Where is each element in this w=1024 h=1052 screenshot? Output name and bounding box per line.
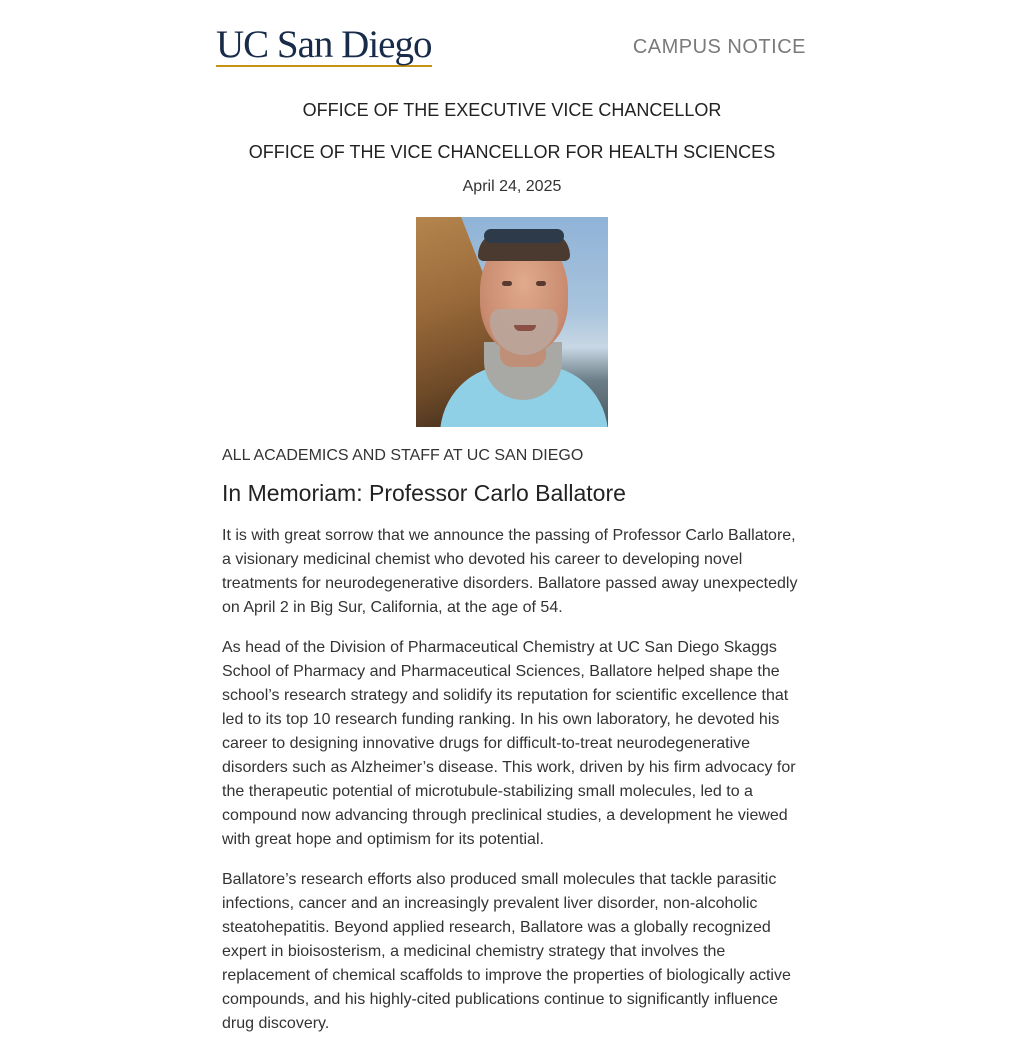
header bbox=[216, 23, 806, 68]
paragraph-3: Ballatore’s research efforts also produced small molecules that tackle parasitic infections, cancer and an increasingly prevalent liver disorder, non-alcoholic steatohepatitis. Beyond applied research, Ballatore was a globally recognized expert in bioisosterism, a medicinal chemistry strategy that involves the replacement of chemical scaffolds to improve the properties of biologically active compounds, and his highly-cited publications continue to significantly influence drug discovery. bbox=[222, 871, 791, 1032]
notice-date: April 24, 2025 bbox=[462, 178, 562, 195]
left-eye bbox=[502, 281, 512, 286]
portrait-photo bbox=[416, 217, 608, 427]
mouth bbox=[514, 325, 536, 331]
sunglasses-icon bbox=[484, 229, 564, 243]
audience-line: ALL ACADEMICS AND STAFF AT UC SAN DIEGO bbox=[222, 447, 584, 464]
campus-notice-label: CAMPUS NOTICE bbox=[632, 36, 806, 58]
right-eye bbox=[536, 281, 546, 286]
office-vice-chancellor-health-sciences: OFFICE OF THE VICE CHANCELLOR FOR HEALTH SCIENCES bbox=[248, 142, 776, 162]
notice-body bbox=[222, 524, 802, 1052]
paragraph-1: It is with great sorrow that we announce the passing of Professor Carlo Ballatore, a visionary medicinal chemist who devoted his career to developing novel treatments for neurodegenerative disorders. Ballatore passed away unexpectedly on April 2 in Big Sur, California, at the age of 54. bbox=[222, 527, 798, 616]
paragraph-2: As head of the Division of Pharmaceutical Chemistry at UC San Diego Skaggs School of Pharmacy and Pharmaceutical Sciences, Ballatore helped shape the school’s research strategy and solidify its reputation for scientific excellence that led to its top 10 research funding ranking. In his own laboratory, he devoted his career to designing innovative drugs for difficult-to-treat neurodegenerative disorders such as Alzheimer’s disease. This work, driven by his firm advocacy for the therapeutic potential of microtubule-stabilizing small molecules, led to a compound now advancing through preclinical studies, a development he viewed with great hope and optimism for its potential. bbox=[222, 639, 796, 848]
memoriam-title: In Memoriam: Professor Carlo Ballatore bbox=[222, 480, 626, 506]
uc-san-diego-logo[interactable]: UC San Diego bbox=[216, 23, 432, 66]
office-executive-vice-chancellor: OFFICE OF THE EXECUTIVE VICE CHANCELLOR bbox=[302, 100, 722, 120]
